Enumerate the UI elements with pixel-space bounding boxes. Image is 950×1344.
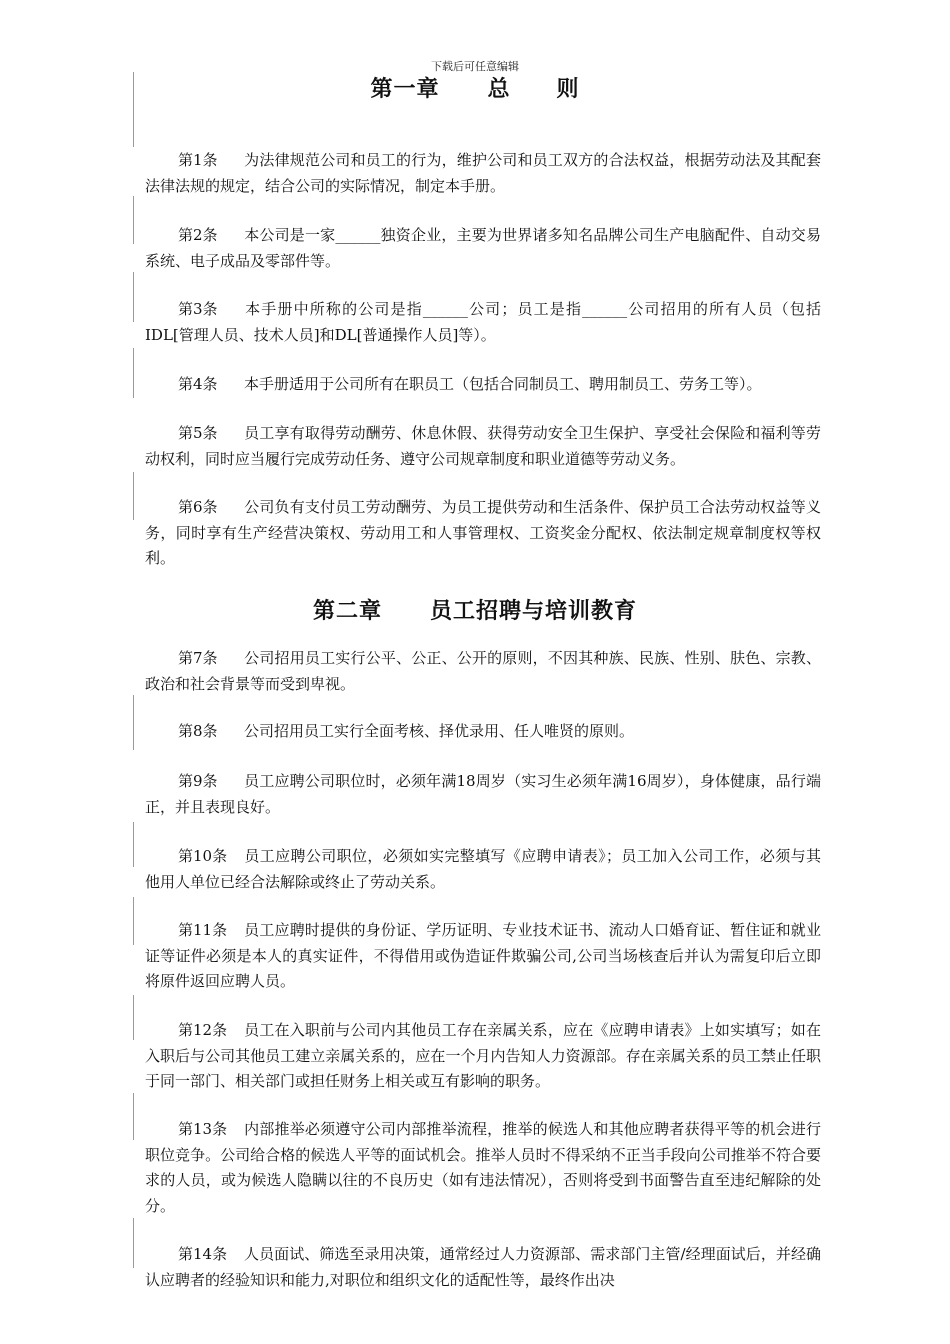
article-number: 第5条 <box>178 424 218 442</box>
article-7 <box>145 646 821 697</box>
article-11 <box>145 918 821 995</box>
article-13 <box>145 1117 821 1219</box>
chapter-2-heading <box>0 594 950 625</box>
article-10 <box>145 844 821 895</box>
article-text: 员工享有取得劳动酬劳、休息休假、获得劳动安全卫生保护、享受社会保险和福利等劳动权利，同时应当履行完成劳动任务、遵守公司规章制度和职业道德等劳动义务。 <box>145 424 821 468</box>
article-text: 内部推举必须遵守公司内部推举流程，推举的候选人和其他应聘者获得平等的机会进行职位竞争。公司给合格的候选人平等的面试机会。推举人员时不得采纳不正当手段向公司推举不符合要求的人员，或为候选人隐瞒以往的不良历史（如有违法情况），否则将受到书面警告直至违纪解除的处分。 <box>145 1120 821 1215</box>
article-1 <box>145 148 821 199</box>
article-text: 人员面试、筛选至录用决策，通常经过人力资源部、需求部门主管/经理面试后，并经确认应聘者的经验知识和能力,对职位和组织文化的适配性等，最终作出决 <box>145 1245 821 1289</box>
article-number: 第8条 <box>178 722 218 740</box>
article-text: 公司招用员工实行公平、公正、公开的原则，不因其种族、民族、性别、肤色、宗教、政治和社会背景等而受到卑视。 <box>145 649 821 693</box>
article-number: 第3条 <box>178 300 218 318</box>
article-text: 本公司是一家______独资企业，主要为世界诸多知名品牌公司生产电脑配件、自动交易系统、电子成品及零部件等。 <box>145 226 821 270</box>
article-text: 本手册适用于公司所有在职员工（包括合同制员工、聘用制员工、劳务工等）。 <box>244 375 762 393</box>
article-3 <box>145 297 821 348</box>
article-9 <box>145 769 821 820</box>
article-number: 第2条 <box>178 226 218 244</box>
article-text: 员工应聘公司职位，必须如实完整填写《应聘申请表》；员工加入公司工作，必须与其他用人单位已经合法解除或终止了劳动关系。 <box>145 847 821 891</box>
article-text: 员工在入职前与公司内其他员工存在亲属关系，应在《应聘申请表》上如实填写；如在入职后与公司其他员工建立亲属关系的，应在一个月内告知人力资源部。存在亲属关系的员工禁止任职于同一部门、相关部门或担任财务上相关或互有影响的职务。 <box>145 1021 821 1090</box>
chapter-2-title: 员工招聘与培训教育 <box>430 599 638 624</box>
article-6 <box>145 495 821 572</box>
article-number: 第9条 <box>178 772 218 790</box>
article-number: 第13条 <box>178 1120 228 1138</box>
article-number: 第1条 <box>178 151 218 169</box>
chapter-1-title: 总 则 <box>487 77 580 102</box>
article-12 <box>145 1018 821 1095</box>
article-number: 第4条 <box>178 375 218 393</box>
article-number: 第12条 <box>178 1021 228 1039</box>
article-5 <box>145 421 821 472</box>
article-2 <box>145 223 821 274</box>
article-number: 第10条 <box>178 847 228 865</box>
article-text: 公司招用员工实行全面考核、择优录用、任人唯贤的原则。 <box>244 722 635 740</box>
header-note: 下载后可任意编辑 <box>431 60 519 73</box>
article-8 <box>145 719 821 745</box>
chapter-1-heading <box>0 72 950 103</box>
article-text: 员工应聘时提供的身份证、学历证明、专业技术证书、流动人口婚育证、暂住证和就业证等证件必须是本人的真实证件，不得借用或伪造证件欺骗公司,公司当场核查后并认为需复印后立即将原件返回应聘人员。 <box>145 921 821 990</box>
article-number: 第11条 <box>178 921 228 939</box>
chapter-2-label: 第二章 <box>312 599 382 624</box>
article-14 <box>145 1242 821 1293</box>
article-text: 员工应聘公司职位时，必须年满18周岁（实习生必须年满16周岁），身体健康，品行端正，并且表现良好。 <box>145 772 821 816</box>
article-4 <box>145 372 821 398</box>
article-number: 第7条 <box>178 649 218 667</box>
article-number: 第14条 <box>178 1245 228 1263</box>
article-text: 本手册中所称的公司是指______公司；员工是指______公司招用的所有人员（包括IDL[管理人员、技术人员]和DL[普通操作人员]等）。 <box>145 300 821 344</box>
article-text: 为法律规范公司和员工的行为，维护公司和员工双方的合法权益，根据劳动法及其配套法律法规的规定，结合公司的实际情况，制定本手册。 <box>145 151 821 195</box>
article-number: 第6条 <box>178 498 218 516</box>
article-text: 公司负有支付员工劳动酬劳、为员工提供劳动和生活条件、保护员工合法劳动权益等义务，同时享有生产经营决策权、劳动用工和人事管理权、工资奖金分配权、依法制定规章制度权等权利。 <box>145 498 821 567</box>
chapter-1-label: 第一章 <box>370 77 440 102</box>
